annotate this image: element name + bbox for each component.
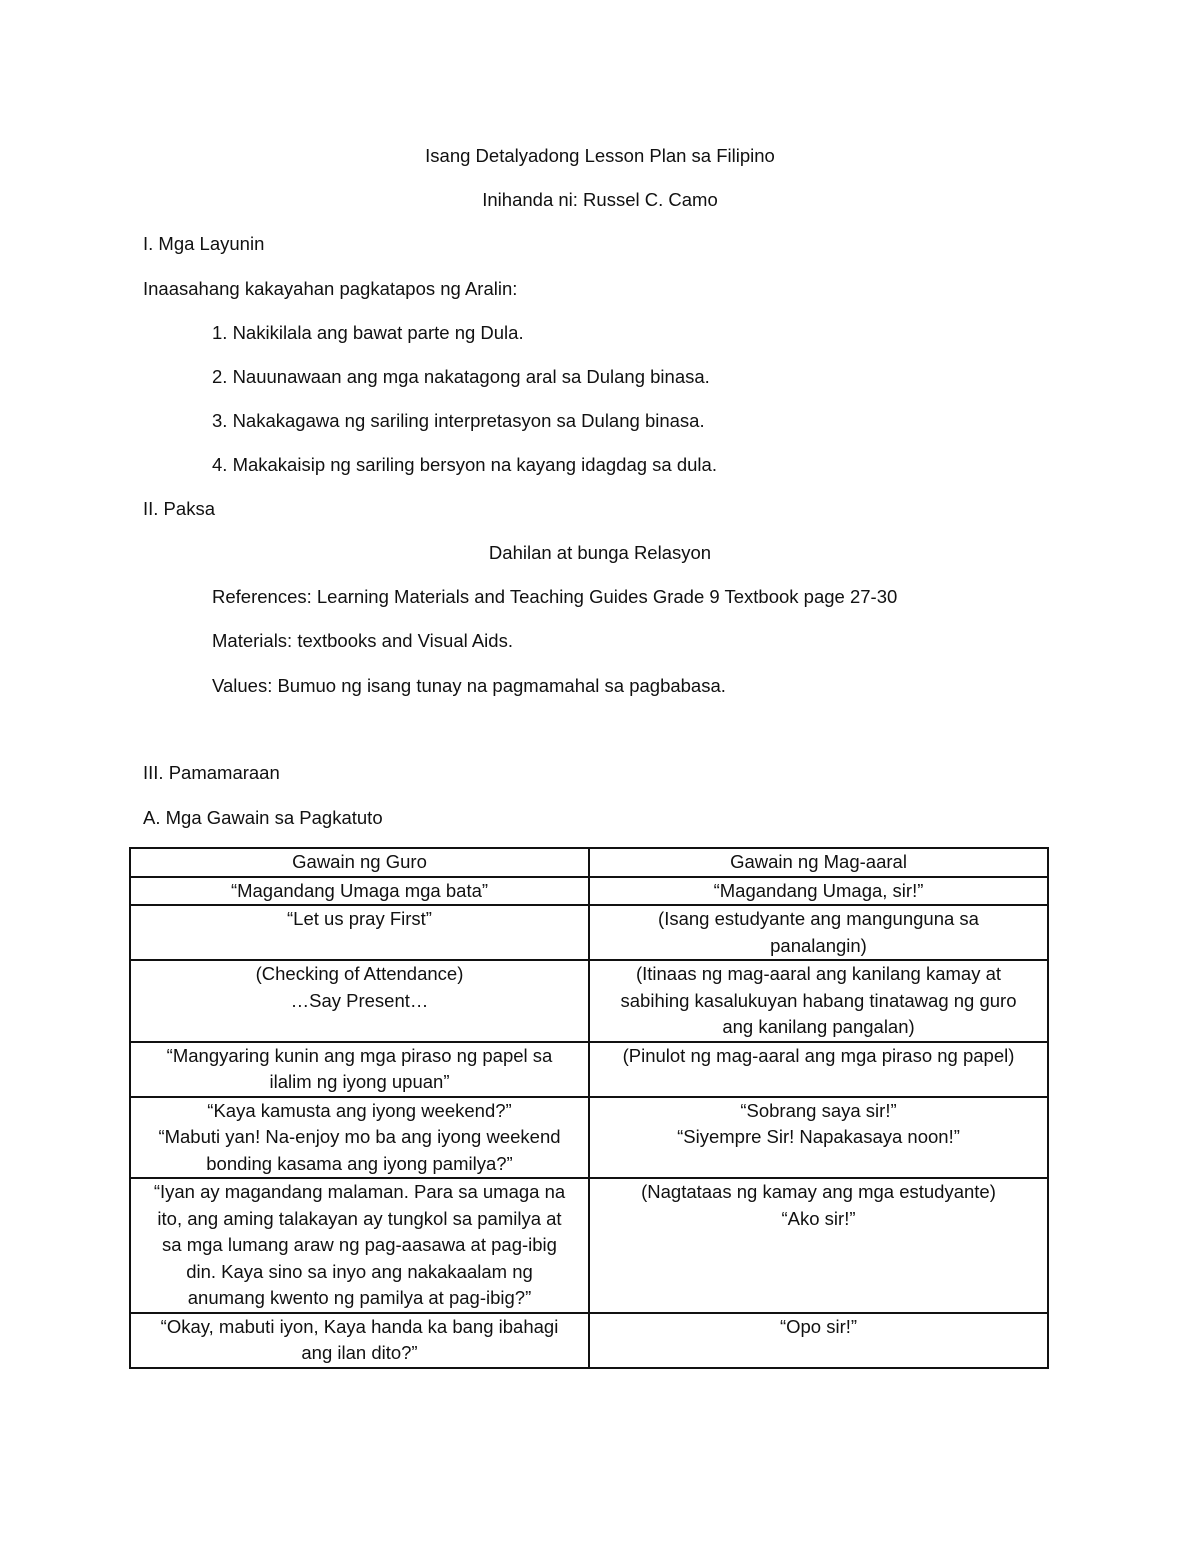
student-cell: (Itinaas ng mag-aaral ang kanilang kamay at sabihing kasalukuyan habang tinatawag ng guro ang kanilang pangalan) [589, 960, 1048, 1042]
teacher-cell: “Let us pray First” [130, 905, 589, 960]
teacher-cell: “Mangyaring kunin ang mga piraso ng papel sa ilalim ng iyong upuan” [130, 1042, 589, 1097]
table-row [130, 1097, 1048, 1179]
subsection-heading-gawain: A. Mga Gawain sa Pagkatuto [143, 807, 383, 828]
objective-item: 1. Nakikilala ang bawat parte ng Dula. [212, 322, 524, 343]
topic-title [0, 541, 1200, 565]
table-header-row [130, 848, 1048, 877]
objectives-intro: Inaasahang kakayahan pagkatapos ng Aralin: [143, 278, 518, 299]
student-cell: “Opo sir!” [589, 1313, 1048, 1368]
materials-line: Materials: textbooks and Visual Aids. [212, 630, 513, 651]
teacher-cell: (Checking of Attendance) …Say Present… [130, 960, 589, 1042]
objective-item: 3. Nakakagawa ng sariling interpretasyon sa Dulang binasa. [212, 410, 705, 431]
table-row [130, 1313, 1048, 1368]
table-row [130, 1178, 1048, 1313]
topic-text: Dahilan at bunga Relasyon [488, 542, 712, 563]
student-cell: “Sobrang saya sir!” “Siyempre Sir! Napakasaya noon!” [589, 1097, 1048, 1179]
table-row [130, 877, 1048, 906]
student-cell: “Magandang Umaga, sir!” [589, 877, 1048, 906]
activities-table [129, 847, 1049, 1369]
references-line: References: Learning Materials and Teaching Guides Grade 9 Textbook page 27-30 [212, 586, 898, 607]
objective-item: 2. Nauunawaan ang mga nakatagong aral sa Dulang binasa. [212, 366, 710, 387]
header-teacher-activity: Gawain ng Guro [130, 848, 589, 877]
document-title: Isang Detalyadong Lesson Plan sa Filipino [425, 145, 775, 166]
table-row [130, 1042, 1048, 1097]
teacher-cell: “Iyan ay magandang malaman. Para sa umaga na ito, ang aming talakayan ay tungkol sa pamilya at sa mga lumang araw ng pag-aasawa at pag-ibig din. Kaya sino sa inyo ang nakakaalam ng anumang kwento ng pamilya at pag-ibig?” [130, 1178, 589, 1313]
teacher-cell: “Kaya kamusta ang iyong weekend?” “Mabuti yan! Na-enjoy mo ba ang iyong weekend bonding kasama ang iyong pamilya?” [130, 1097, 589, 1179]
teacher-cell: “Okay, mabuti iyon, Kaya handa ka bang ibahagi ang ilan dito?” [130, 1313, 589, 1368]
student-cell: (Nagtataas ng kamay ang mga estudyante) “Ako sir!” [589, 1178, 1048, 1313]
table-row [130, 960, 1048, 1042]
section-heading-paksa: II. Paksa [143, 498, 215, 519]
table-row [130, 905, 1048, 960]
section-heading-pamamaraan: III. Pamamaraan [143, 762, 280, 783]
student-cell: (Isang estudyante ang mangunguna sa panalangin) [589, 905, 1048, 960]
values-line: Values: Bumuo ng isang tunay na pagmamahal sa pagbabasa. [212, 675, 726, 696]
header-student-activity: Gawain ng Mag-aaral [589, 848, 1048, 877]
author-line: Inihanda ni: Russel C. Camo [482, 189, 718, 210]
section-heading-layunin: I. Mga Layunin [143, 233, 265, 254]
student-cell: (Pinulot ng mag-aaral ang mga piraso ng papel) [589, 1042, 1048, 1097]
teacher-cell: “Magandang Umaga mga bata” [130, 877, 589, 906]
objective-item: 4. Makakaisip ng sariling bersyon na kayang idagdag sa dula. [212, 454, 717, 475]
